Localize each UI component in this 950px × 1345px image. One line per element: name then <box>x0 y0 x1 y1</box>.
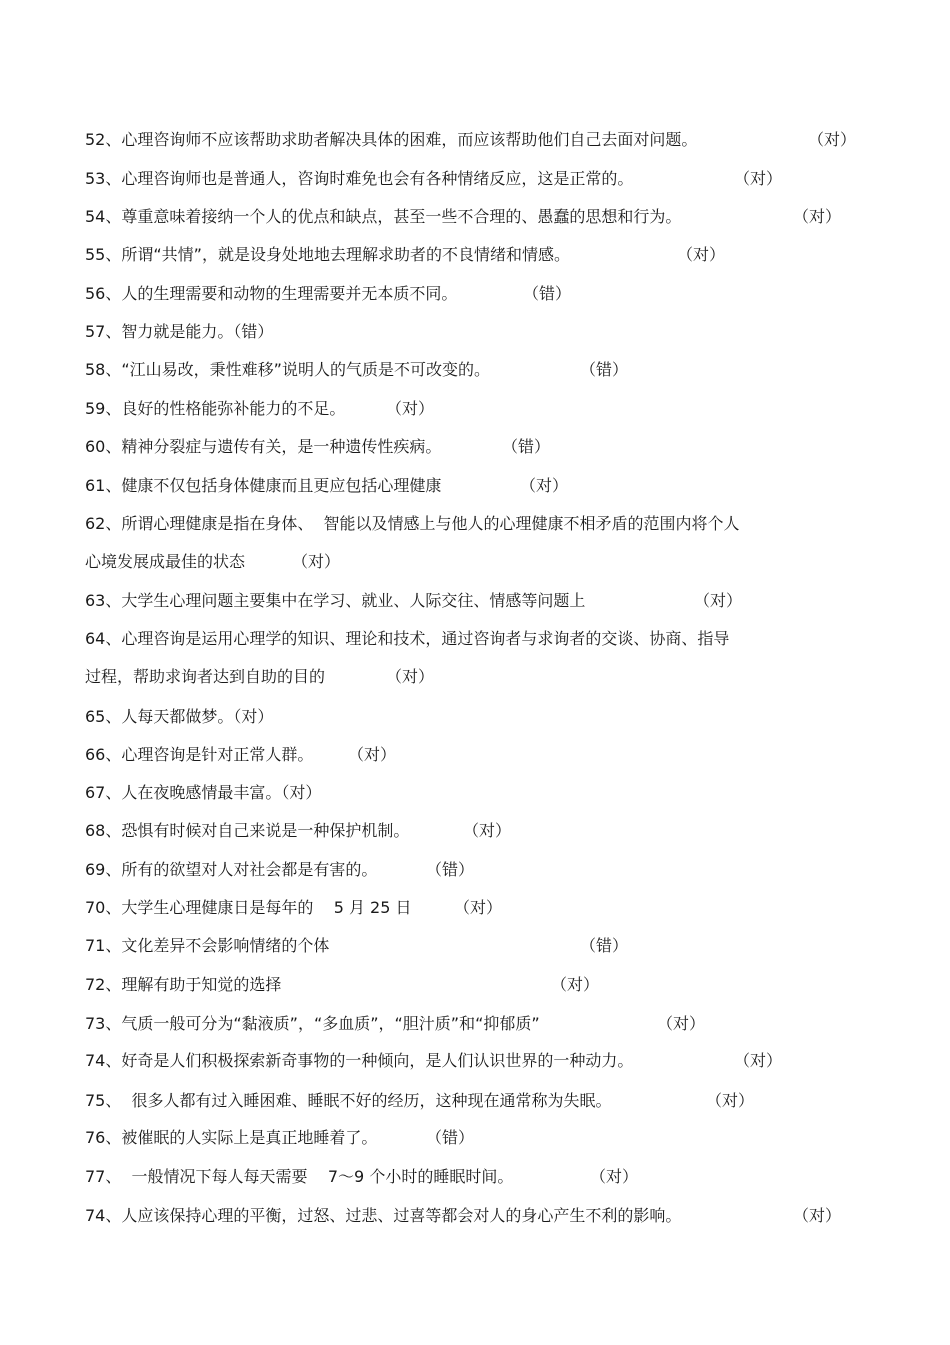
answer-mark: （对） <box>677 245 726 264</box>
answer-mark: （对） <box>292 552 341 571</box>
question-line: 64、心理咨询是运用心理学的知识、理论和技术，通过咨询者与求询者的交谈、协商、指导 <box>85 629 730 648</box>
question-line: 74、人应该保持心理的平衡，过怒、过悲、过喜等都会对人的身心产生不利的影响。 <box>85 1206 682 1225</box>
answer-mark: （对） <box>590 1167 639 1186</box>
answer-mark: （错） <box>426 860 475 879</box>
answer-mark: （对） <box>520 476 569 495</box>
question-line: 54、尊重意味着接纳一个人的优点和缺点，甚至一些不合理的、愚蠢的思想和行为。 <box>85 207 682 226</box>
answer-mark: （错） <box>426 1128 475 1147</box>
answer-mark: （错） <box>580 936 629 955</box>
question-line: 55、所谓“共情”，就是设身处地地去理解求助者的不良情绪和情感。 <box>85 245 570 264</box>
answer-mark: （对） <box>463 821 512 840</box>
question-line: 70、大学生心理健康日是每年的 5 月 25 日 <box>85 898 412 917</box>
question-line: 61、健康不仅包括身体健康而且更应包括心理健康 <box>85 476 442 495</box>
question-line: 56、人的生理需要和动物的生理需要并无本质不同。 <box>85 284 458 303</box>
question-line: 76、被催眠的人实际上是真正地睡着了。 <box>85 1128 378 1147</box>
question-line: 67、人在夜晚感情最丰富。（对） <box>85 783 322 802</box>
answer-mark: （对） <box>734 1051 783 1070</box>
answer-mark: （对） <box>348 745 397 764</box>
answer-mark: （对） <box>551 975 600 994</box>
answer-mark: （对） <box>694 591 743 610</box>
answer-mark: （错） <box>523 284 572 303</box>
question-line: 74、好奇是人们积极探索新奇事物的一种倾向，是人们认识世界的一种动力。 <box>85 1051 634 1070</box>
question-line: 75、 很多人都有过入睡困难、睡眠不好的经历，这种现在通常称为失眠。 <box>85 1091 612 1110</box>
question-continuation: 心境发展成最佳的状态 <box>85 552 246 571</box>
question-line: 58、“江山易改，秉性难移”说明人的气质是不可改变的。 <box>85 360 490 379</box>
answer-mark: （对） <box>386 667 435 686</box>
answer-mark: （对） <box>793 1206 842 1225</box>
question-line: 68、恐惧有时候对自己来说是一种保护机制。 <box>85 821 410 840</box>
question-continuation: 过程，帮助求询者达到自助的目的 <box>85 667 326 686</box>
question-line: 53、心理咨询师也是普通人，咨询时难免也会有各种情绪反应，这是正常的。 <box>85 169 634 188</box>
answer-mark: （对） <box>793 207 842 226</box>
question-line: 63、大学生心理问题主要集中在学习、就业、人际交往、情感等问题上 <box>85 591 586 610</box>
question-line: 57、智力就是能力。（错） <box>85 322 274 341</box>
answer-mark: （对） <box>706 1091 755 1110</box>
question-line: 71、文化差异不会影响情绪的个体 <box>85 936 330 955</box>
answer-mark: （错） <box>580 360 629 379</box>
question-line: 77、 一般情况下每人每天需要 7～9 个小时的睡眠时间。 <box>85 1167 514 1186</box>
question-line: 52、心理咨询师不应该帮助求助者解决具体的困难，而应该帮助他们自己去面对问题。 <box>85 130 698 149</box>
question-line: 72、理解有助于知觉的选择 <box>85 975 282 994</box>
question-line: 59、良好的性格能弥补能力的不足。 <box>85 399 346 418</box>
answer-mark: （对） <box>386 399 435 418</box>
answer-mark: （对） <box>808 130 857 149</box>
question-line: 60、精神分裂症与遗传有关，是一种遗传性疾病。 <box>85 437 442 456</box>
question-line: 65、人每天都做梦。（对） <box>85 707 274 726</box>
question-line: 69、所有的欲望对人对社会都是有害的。 <box>85 860 378 879</box>
answer-mark: （错） <box>502 437 551 456</box>
answer-mark: （对） <box>734 169 783 188</box>
question-line: 66、心理咨询是针对正常人群。 <box>85 745 314 764</box>
question-line: 62、所谓心理健康是指在身体、 智能以及情感上与他人的心理健康不相矛盾的范围内将个人 <box>85 514 740 533</box>
question-line: 73、气质一般可分为“黏液质”，“多血质”，“胆汁质”和“抑郁质” <box>85 1014 540 1033</box>
answer-mark: （对） <box>454 898 503 917</box>
answer-mark: （对） <box>657 1014 706 1033</box>
